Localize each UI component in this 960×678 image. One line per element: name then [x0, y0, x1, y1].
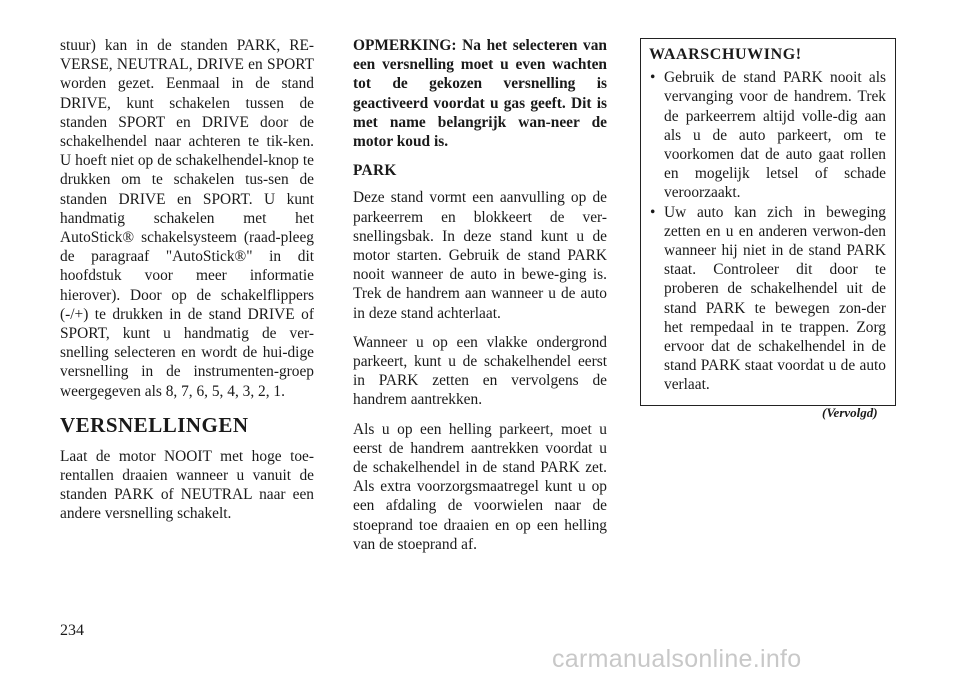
warning-item: • Gebruik de stand PARK nooit als vervanging voor de handrem. Trek de parkeerrem altijd volle-dig aan als u de auto parkeert, om te voorkomen dat de auto gaat rollen en mogelijk letsel of schade veroorzaakt. [649, 68, 886, 202]
section-heading: VERSNELLINGEN [60, 412, 249, 437]
warning-box [640, 38, 896, 406]
park-paragraph-1: Deze stand vormt een aanvulling op de parkeerrem en blokkeert de ver-snellingsbak. In deze stand kunt u de motor starten. Gebruik de stand PARK nooit wanneer de auto in bewe-ging is. Trek de handrem aan wanneer u de auto in deze stand achterlaat. [353, 189, 607, 322]
park-subheading: PARK [353, 162, 397, 180]
page-number: 234 [60, 622, 84, 639]
watermark: carmanualsonline.info [552, 645, 802, 673]
park-paragraph-2: Wanneer u op een vlakke ondergrond parkeert, kunt u de schakelhendel eerst in PARK zetten en vervolgens de handrem aantrekken. [353, 333, 607, 409]
column-left [60, 36, 314, 534]
column-middle [353, 36, 607, 564]
warning-item: • Uw auto kan zich in beweging zetten en u en anderen verwon-den wanneer hij niet in de stand PARK staat. Controleer dit door te proberen de schakelhendel uit de stand PARK te bewegen zon-der het rempedaal in te trappen. Zorg ervoor dat de schakelhendel in de stand PARK staat voordat u de auto verlaat. [649, 203, 886, 395]
warning-list [649, 68, 886, 394]
note-paragraph: OPMERKING: Na het selecteren van een versnelling moet u even wachten tot de gekozen versnelling is geactiveerd voordat u gas geeft. Dit is met name belangrijk wan-neer de motor koud is. [353, 37, 607, 151]
versnellingen-paragraph: Laat de motor NOOIT met hoge toe-rentallen draaien wanneer u vanuit de standen PARK of NEUTRAL naar een andere versnelling schakelt. [60, 447, 314, 523]
continued-label: (Vervolgd) [822, 405, 878, 420]
column-right [640, 38, 896, 406]
warning-title: WAARSCHUWING! [649, 46, 802, 63]
park-paragraph-3: Als u op een helling parkeert, moet u eerst de handrem aantrekken voordat u de schakelhendel in de stand PARK zet. Als extra voorzorgsmaatregel kunt u op een afdaling de voorwielen naar de stoeprand toe draaien en op een helling van de stoeprand af. [353, 420, 607, 553]
intro-paragraph: stuur) kan in de standen PARK, RE-VERSE, NEUTRAL, DRIVE en SPORT worden gezet. Eenmaal in de stand DRIVE, kunt schakelen tussen de standen SPORT en DRIVE door de schakelhendel naar achteren te tik-ken. U hoeft niet op de schakelhendel-knop te drukken om te schakelen tus-sen de standen DRIVE en SPORT. U kunt handmatig schakelen met het AutoStick® schakelsysteem (raad-pleeg de paragraaf "AutoStick®" in dit hoofdstuk voor meer informatie hierover). Door op de schakelflippers (-/+) te drukken in de stand DRIVE of SPORT, kunt u handmatig de ver-snelling selecteren en wordt de hui-dige versnelling in de instrumenten-groep weergegeven als 8, 7, 6, 5, 4, 3, 2, 1. [60, 37, 314, 400]
